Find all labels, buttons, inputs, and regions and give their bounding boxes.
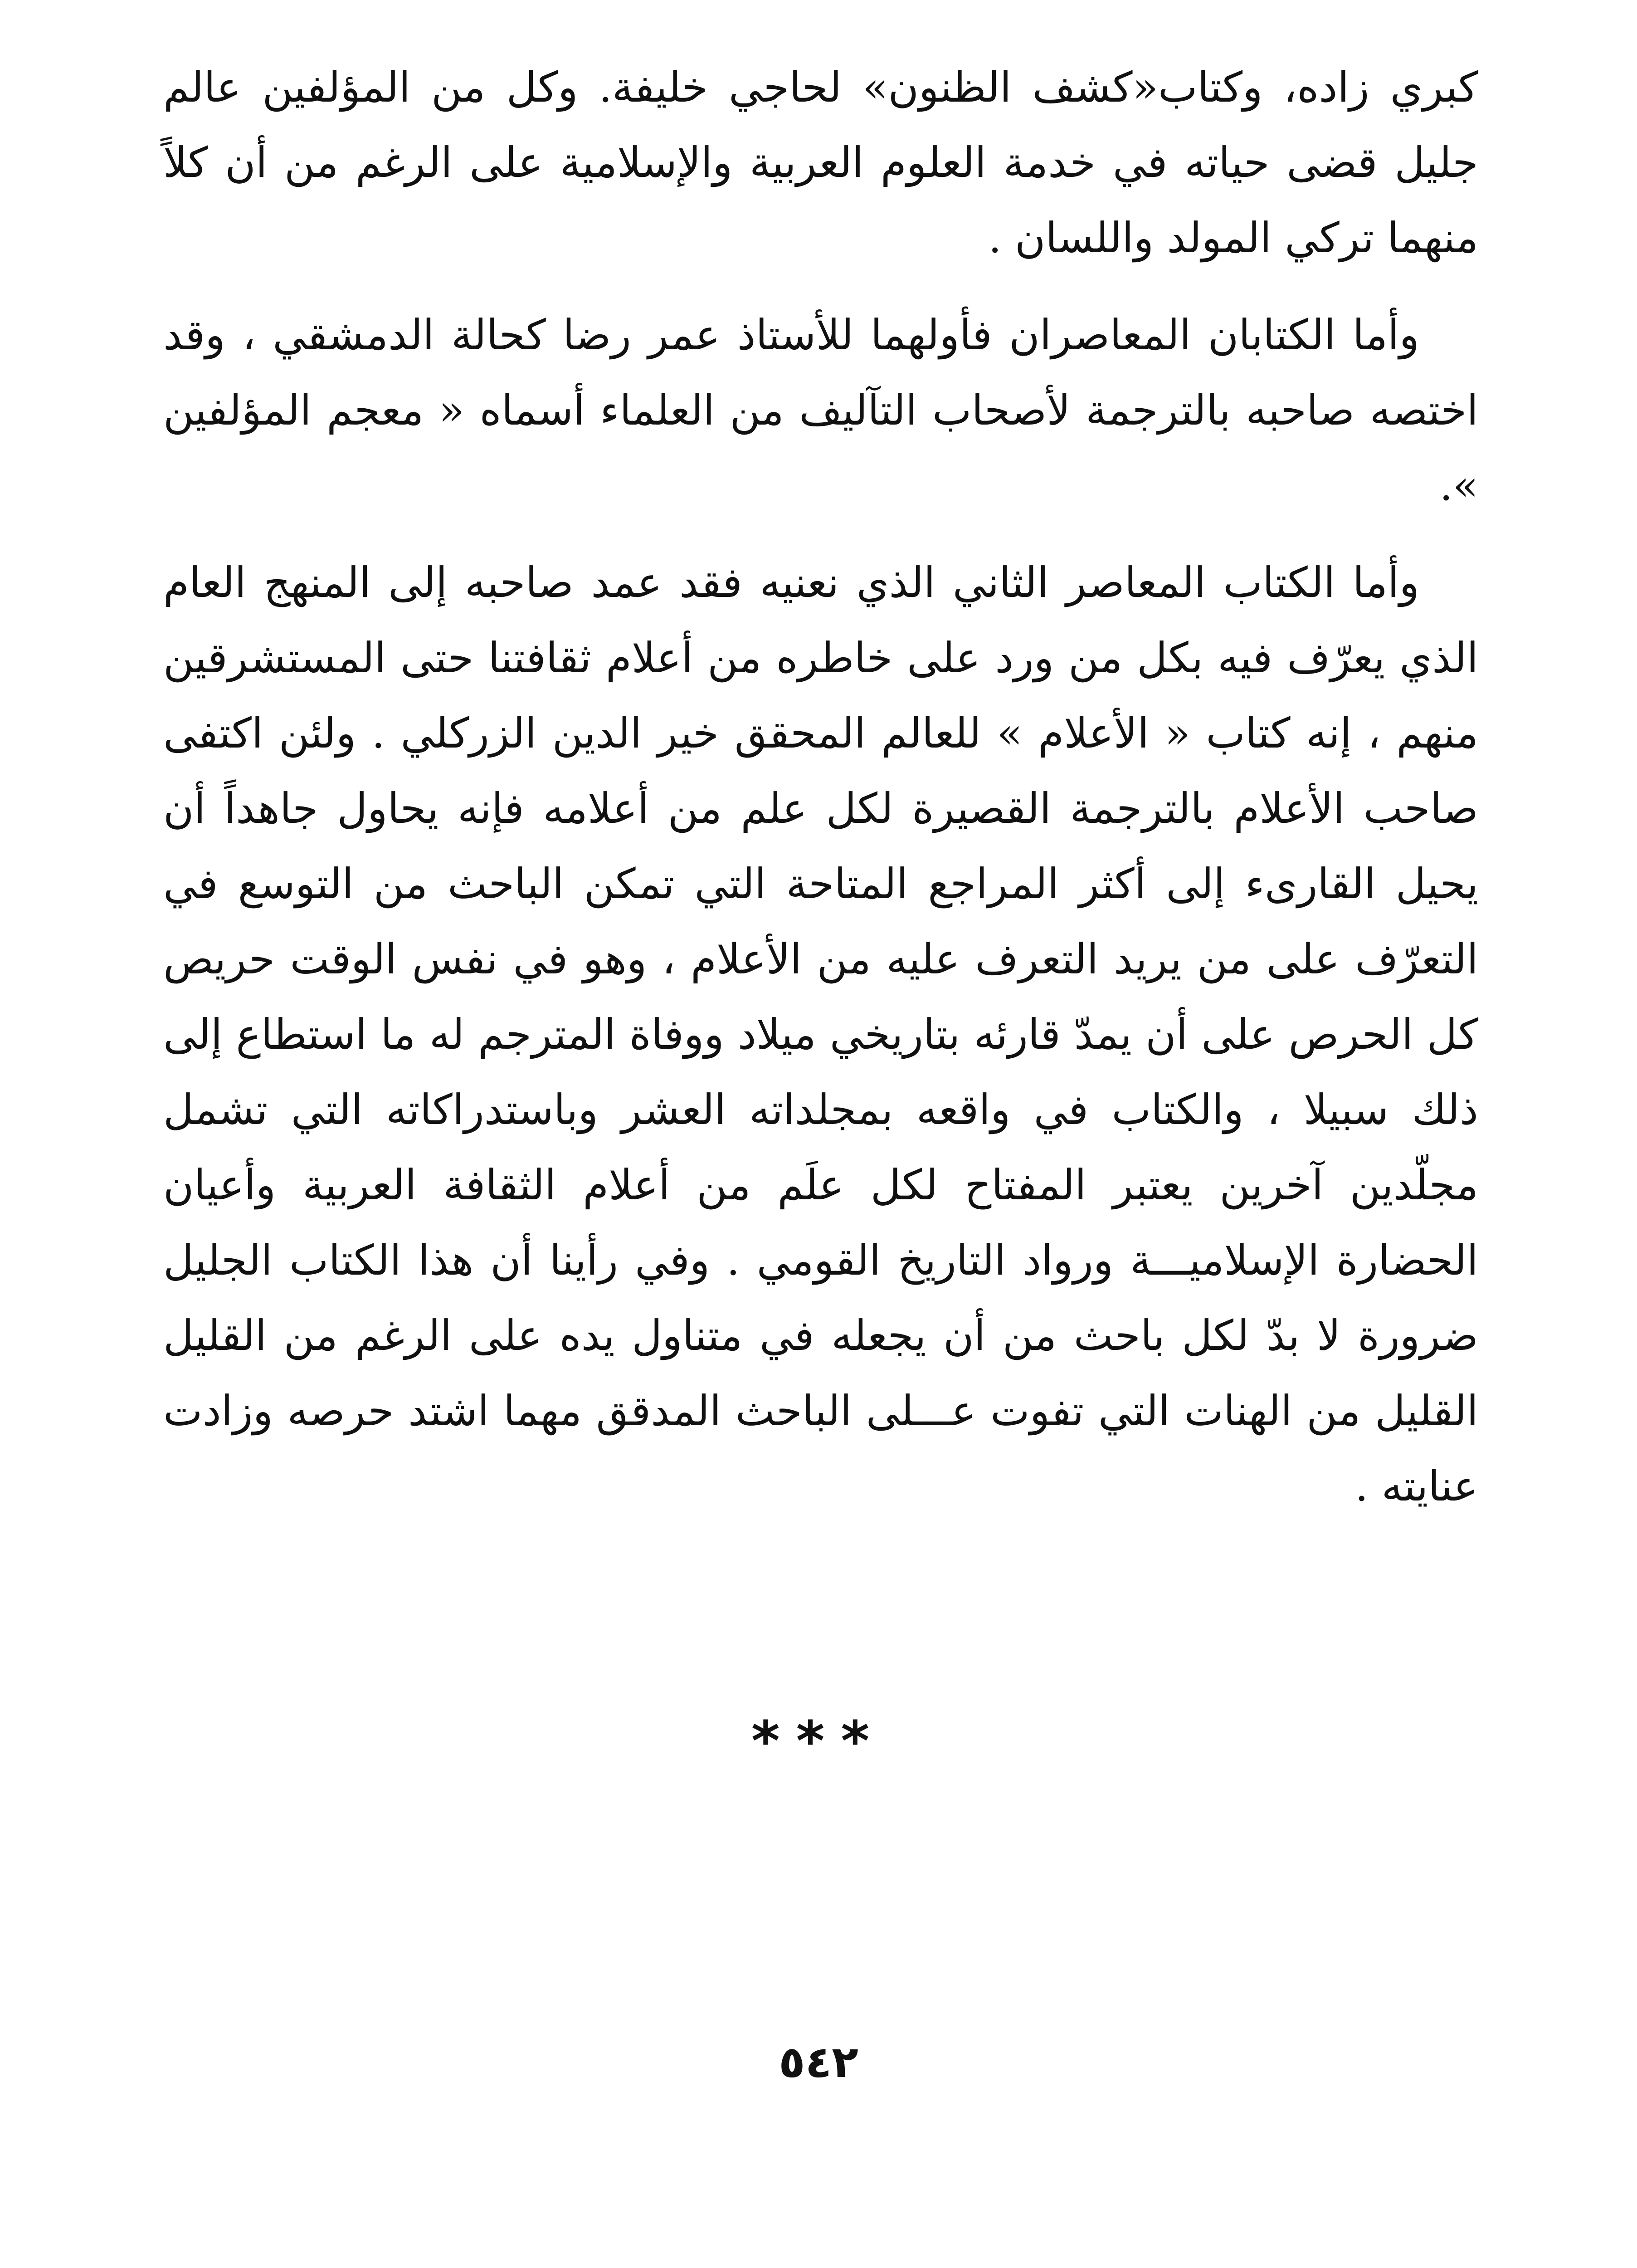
paragraph-2-text: وأما الكتابان المعاصران فأولهما للأستاذ عمر رضا كحالة الدمشقي ، وقد اختصه صاحبه بالترجمة لأصحاب التآليف من العلماء أسماه « معجم المؤلفين ». — [163, 311, 1478, 510]
paragraph-3 — [163, 545, 1478, 1524]
section-separator: *** — [751, 1710, 886, 1773]
paragraph-1-text: كبري زاده، وكتاب«كشف الظنون» لحاجي خليفة. وكل من المؤلفين عالم جليل قضى حياته في خدمة العلوم العربية والإسلامية على الرغم من أن كلاً منهما تركي المولد واللسان . — [163, 63, 1478, 262]
paragraph-1 — [163, 50, 1478, 276]
paragraph-2 — [163, 298, 1478, 523]
body-text — [163, 50, 1478, 1524]
page-number: ٥٤٢ — [779, 2037, 858, 2087]
paragraph-3-text: وأما الكتاب المعاصر الثاني الذي نعنيه فقد عمد صاحبه إلى المنهج العام الذي يعرّف فيه بكل من ورد على خاطره من أعلام ثقافتنا حتى المستشرقين منهم ، إنه كتاب « الأعلام » للعالم المحقق خير الدين الزركلي . ولئن اكتفى صاحب الأعلام بالترجمة القصيرة لكل علم من أعلامه فإنه يحاول جاهداً أن يحيل القارىء إلى أكثر المراجع المتاحة التي تمكن الباحث من التوسع في التعرّف على من يريد التعرف عليه من الأعلام ، وهو في نفس الوقت حريص كل الحرص على أن يمدّ قارئه بتاريخي ميلاد ووفاة المترجم له ما استطاع إلى ذلك سبيلا ، والكتاب في واقعه بمجلداته العشر وباستدراكاته التي تشمل مجلّدين آخرين يعتبر المفتاح لكل علَم من أعلام الثقافة العربية وأعيان الحضارة الإسلاميـــة ورواد التاريخ القومي . وفي رأينا أن هذا الكتاب الجليل ضرورة لا بدّ لكل باحث من أن يجعله في متناول يده على الرغم من القليل القليل من الهنات التي تفوت عـــلى الباحث المدقق مهما اشتد حرصه وزادت عنايته . — [163, 558, 1478, 1510]
